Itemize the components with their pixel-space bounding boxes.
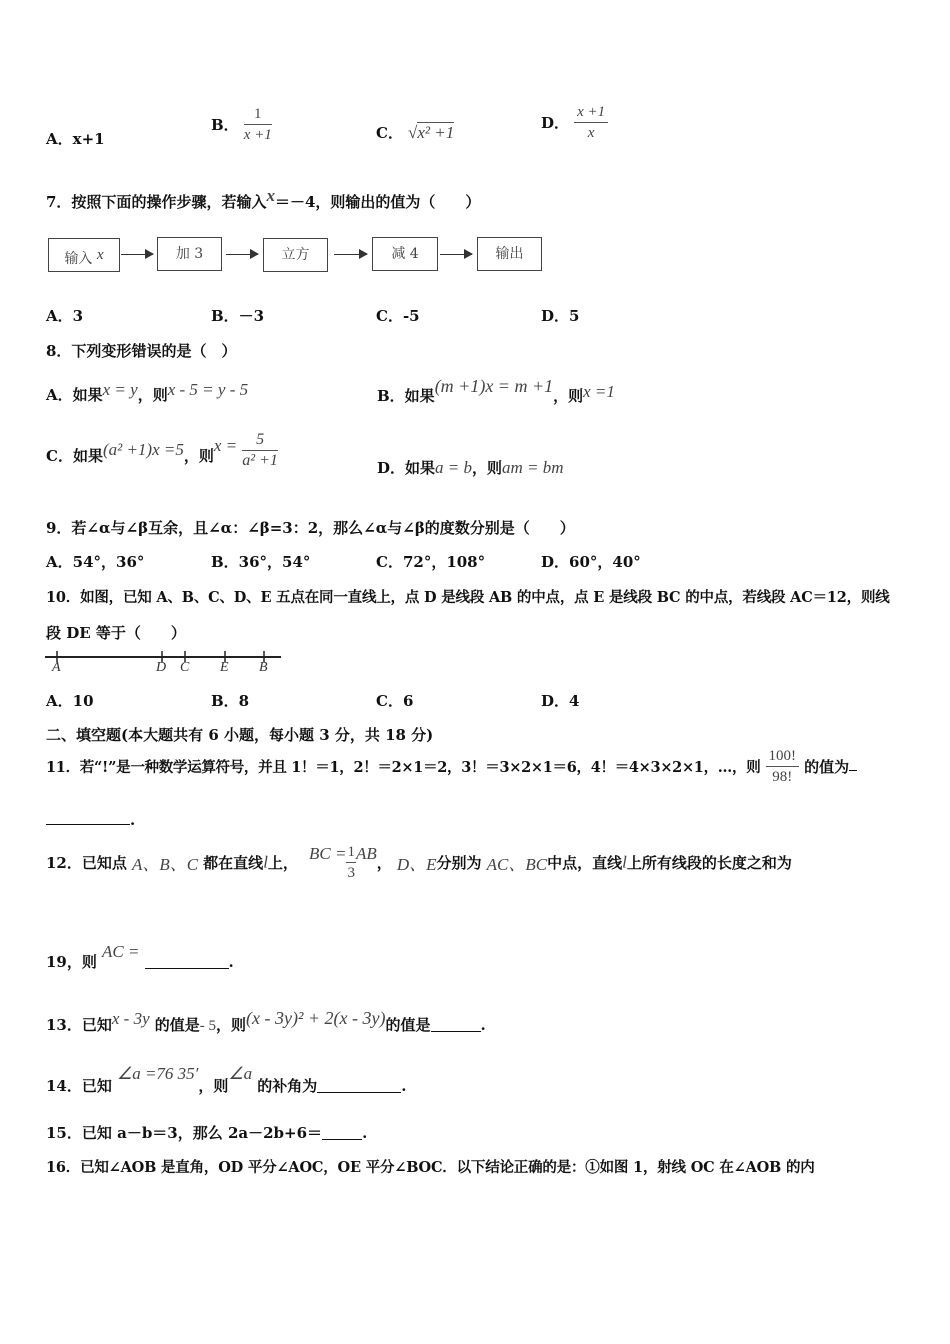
q6-option-c: C． √x² +1: [376, 123, 455, 142]
q15-stem: 15．已知 a－b＝3，那么 2a－2b+6＝ .: [46, 1124, 368, 1142]
q9-option-c: C．72°，108°: [376, 553, 486, 571]
q7-option-b: B．－3: [211, 307, 265, 325]
flow-arrow: [334, 254, 367, 255]
q6-option-b: B． $\frac{1}{x +1}$: [211, 106, 272, 143]
q12-line2: 19，则 AC = .: [46, 942, 234, 971]
q11-fraction: $\frac{100!}{98!}$: [766, 746, 800, 787]
sqrt-symbol: √: [408, 123, 418, 142]
q10-option-b: B．8: [211, 692, 250, 710]
flow-arrow: [440, 254, 472, 255]
q7-option-a: A．3: [46, 307, 84, 325]
q10-number-line: [44, 648, 286, 678]
q8-option-a: A．如果x = y，则x - 5 = y - 5: [46, 380, 249, 404]
point-d-label: D: [156, 660, 167, 675]
q8-stem: 8．下列变形错误的是（ ）: [46, 342, 237, 360]
q6-option-a: A．x+1: [46, 130, 105, 148]
q9-option-d: D．60°，40°: [541, 553, 641, 571]
q10-stem-line1: 10．如图，已知 A、B、C、D、E 五点在同一直线上，点 D 是线段 AB 的中点，点 E 是线段 BC 的中点，若线段 AC＝12，则线: [46, 589, 890, 606]
flow-arrow: [226, 254, 258, 255]
q6-option-d: D． $\frac{x +1}{x}$: [541, 102, 608, 143]
q7-stem: 7．按照下面的操作步骤，若输入x＝－4，则输出的值为（ ）: [46, 186, 481, 211]
q10-option-d: D．4: [541, 692, 580, 710]
q11-stem: 11．若“!”是一种数学运算符号，并且 1！＝1，2！＝2×1＝2，3！＝3×2×1＝6，4！＝4×3×2×1，…，则 $\frac{100!}{98!}$ 的值为: [46, 746, 857, 787]
q7-option-c: C．-5: [376, 307, 420, 325]
flow-box-add3: 加 3: [157, 237, 222, 271]
q8-option-b: B．如果(m +1)x = m +1，则x =1: [377, 376, 615, 405]
answer-blank[interactable]: [46, 810, 130, 825]
q8-option-c: C．如果(a² +1)x =5，则x = $\frac{5}{\text{a² +1}}$: [46, 431, 278, 469]
point-b-label: B: [259, 660, 268, 675]
flow-box-sub4: 减 4: [372, 237, 438, 271]
q10-option-c: C．6: [376, 692, 414, 710]
q8-option-d: D．如果a = b，则am = bm: [377, 458, 564, 477]
q13-stem: 13．已知x - 3y 的值是- 5，则(x - 3y)² + 2(x - 3y)的值是 .: [46, 1008, 486, 1034]
flow-box-input: 输入 x: [48, 238, 120, 272]
answer-blank[interactable]: [317, 1078, 401, 1093]
answer-blank[interactable]: [431, 1017, 481, 1032]
answer-blank[interactable]: [145, 954, 229, 969]
q6-b-fraction: $\frac{1}{x +1}$: [243, 106, 272, 143]
point-c-label: C: [180, 660, 190, 675]
point-a-label: A: [52, 660, 61, 675]
flow-box-output: 输出: [477, 237, 542, 271]
flow-arrow: [121, 254, 153, 255]
answer-blank[interactable]: [322, 1125, 362, 1140]
q16-stem: 16．已知∠AOB 是直角，OD 平分∠AOC，OE 平分∠BOC．以下结论正确的是：①如图 1，射线 OC 在∠AOB 的内: [46, 1159, 815, 1176]
section-2-heading: 二、填空题(本大题共有 6 小题，每小题 3 分，共 18 分): [46, 726, 434, 744]
q14-stem: 14．已知 ∠a =76 35′，则∠a 的补角为 .: [46, 1064, 407, 1095]
q8-c-fraction: $\frac{5}{\text{a² +1}}$: [242, 431, 278, 469]
q9-stem: 9．若∠α与∠β互余，且∠α：∠β=3：2，那么∠α与∠β的度数分别是（ ）: [46, 519, 575, 537]
q9-option-a: A．54°，36°: [46, 553, 145, 571]
flow-box-cube: 立方: [263, 238, 328, 272]
q12-stem: 12．已知点 A、B、C 都在直线l上， BC = $\frac{1}{3}$ AB， D、E分别为 AC、BC中点，直线l上所有线段的长度之和为: [46, 844, 792, 881]
q10-stem-line2: 段 DE 等于（ ）: [46, 624, 186, 642]
q10-option-a: A．10: [46, 692, 94, 710]
answer-blank[interactable]: [849, 756, 857, 771]
q11-blank-line2: .: [46, 810, 135, 829]
q12-fraction: $\frac{1}{3}$: [347, 844, 355, 881]
q9-option-b: B．36°，54°: [211, 553, 311, 571]
point-e-label: E: [220, 660, 229, 675]
q6-d-fraction: $\frac{x +1}{x}$: [574, 102, 608, 143]
q7-option-d: D．5: [541, 307, 580, 325]
